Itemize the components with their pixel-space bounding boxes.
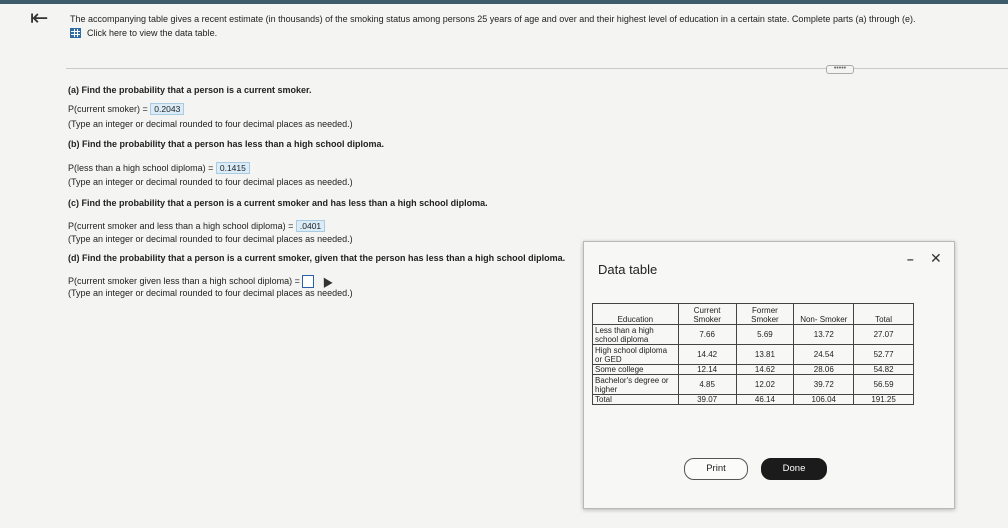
- table-cell: 13.81: [736, 345, 794, 365]
- table-cell: 24.54: [794, 345, 854, 365]
- table-cell: 191.25: [854, 395, 914, 405]
- table-cell: 54.82: [854, 365, 914, 375]
- part-c-hint: (Type an integer or decimal rounded to four decimal places as needed.): [68, 234, 353, 244]
- table-cell: 12.14: [678, 365, 736, 375]
- table-cell: 56.59: [854, 375, 914, 395]
- table-cell: 14.42: [678, 345, 736, 365]
- part-a-answer-line: [68, 103, 184, 115]
- table-cell: 12.02: [736, 375, 794, 395]
- more-options-button[interactable]: •••••: [826, 65, 854, 74]
- part-c-answer-line: [68, 220, 325, 232]
- problem-intro: The accompanying table gives a recent estimate (in thousands) of the smoking status among persons 25 years of age and over and their highest level of education in a certain state. Complete parts (a) through (e).: [70, 14, 916, 24]
- table-cell: 5.69: [736, 325, 794, 345]
- table-cell: 27.07: [854, 325, 914, 345]
- table-row: [593, 345, 914, 365]
- table-row: [593, 365, 914, 375]
- part-d-question: (d) Find the probability that a person is a current smoker, given that the person has less than a high school diploma.: [68, 253, 566, 263]
- table-cell: 13.72: [794, 325, 854, 345]
- table-cell: 39.72: [794, 375, 854, 395]
- table-row: [593, 395, 914, 405]
- top-bar: [0, 0, 1008, 4]
- close-icon[interactable]: ✕: [930, 250, 942, 266]
- column-header: Total: [854, 304, 914, 325]
- row-label: Some college: [593, 365, 679, 375]
- part-b-hint: (Type an integer or decimal rounded to four decimal places as needed.): [68, 177, 353, 187]
- table-cell: 7.66: [678, 325, 736, 345]
- done-button[interactable]: Done: [761, 458, 827, 480]
- table-cell: 4.85: [678, 375, 736, 395]
- row-label: Total: [593, 395, 679, 405]
- part-b-question: (b) Find the probability that a person has less than a high school diploma.: [68, 139, 385, 149]
- part-a-question: (a) Find the probability that a person is a current smoker.: [68, 85, 312, 95]
- part-d-hint: (Type an integer or decimal rounded to four decimal places as needed.): [68, 288, 353, 298]
- part-c-prompt: P(current smoker and less than a high school diploma) =: [68, 221, 294, 231]
- table-cell: 14.62: [736, 365, 794, 375]
- part-d-answer-input[interactable]: [302, 275, 314, 288]
- view-data-table-label: Click here to view the data table.: [87, 28, 218, 38]
- table-icon: [70, 28, 81, 38]
- column-header: Education: [593, 304, 679, 325]
- table-cell: 28.06: [794, 365, 854, 375]
- part-d-prompt: P(current smoker given less than a high school diploma) =: [68, 275, 300, 286]
- row-label: Bachelor's degree or higher: [593, 375, 679, 395]
- table-cell: 52.77: [854, 345, 914, 365]
- dialog-title: Data table: [598, 262, 658, 277]
- part-b-answer[interactable]: 0.1415: [216, 162, 250, 174]
- column-header: Non- Smoker: [794, 304, 854, 325]
- row-label: High school diploma or GED: [593, 345, 679, 365]
- part-b-answer-line: [68, 162, 250, 174]
- mouse-cursor-icon: [319, 275, 332, 288]
- data-table-dialog: [583, 241, 955, 509]
- part-a-answer[interactable]: 0.2043: [150, 103, 184, 115]
- minimize-icon[interactable]: –: [907, 252, 914, 266]
- part-c-question: (c) Find the probability that a person is a current smoker and has less than a high school diploma.: [68, 198, 488, 208]
- part-b-prompt: P(less than a high school diploma) =: [68, 163, 214, 173]
- print-button[interactable]: Print: [684, 458, 748, 480]
- column-header: Former Smoker: [736, 304, 794, 325]
- back-icon[interactable]: ⇤: [30, 5, 49, 30]
- divider: [66, 68, 1008, 69]
- part-c-answer[interactable]: .0401: [296, 220, 325, 232]
- column-header: Current Smoker: [678, 304, 736, 325]
- table-cell: 39.07: [678, 395, 736, 405]
- table-cell: 46.14: [736, 395, 794, 405]
- data-table: [592, 303, 914, 405]
- table-row: [593, 375, 914, 395]
- part-d-answer-line: [68, 275, 331, 288]
- row-label: Less than a high school diploma: [593, 325, 679, 345]
- part-a-hint: (Type an integer or decimal rounded to four decimal places as needed.): [68, 119, 353, 129]
- table-row: [593, 325, 914, 345]
- view-data-table-link[interactable]: [70, 28, 217, 38]
- part-a-prompt: P(current smoker) =: [68, 104, 148, 114]
- table-cell: 106.04: [794, 395, 854, 405]
